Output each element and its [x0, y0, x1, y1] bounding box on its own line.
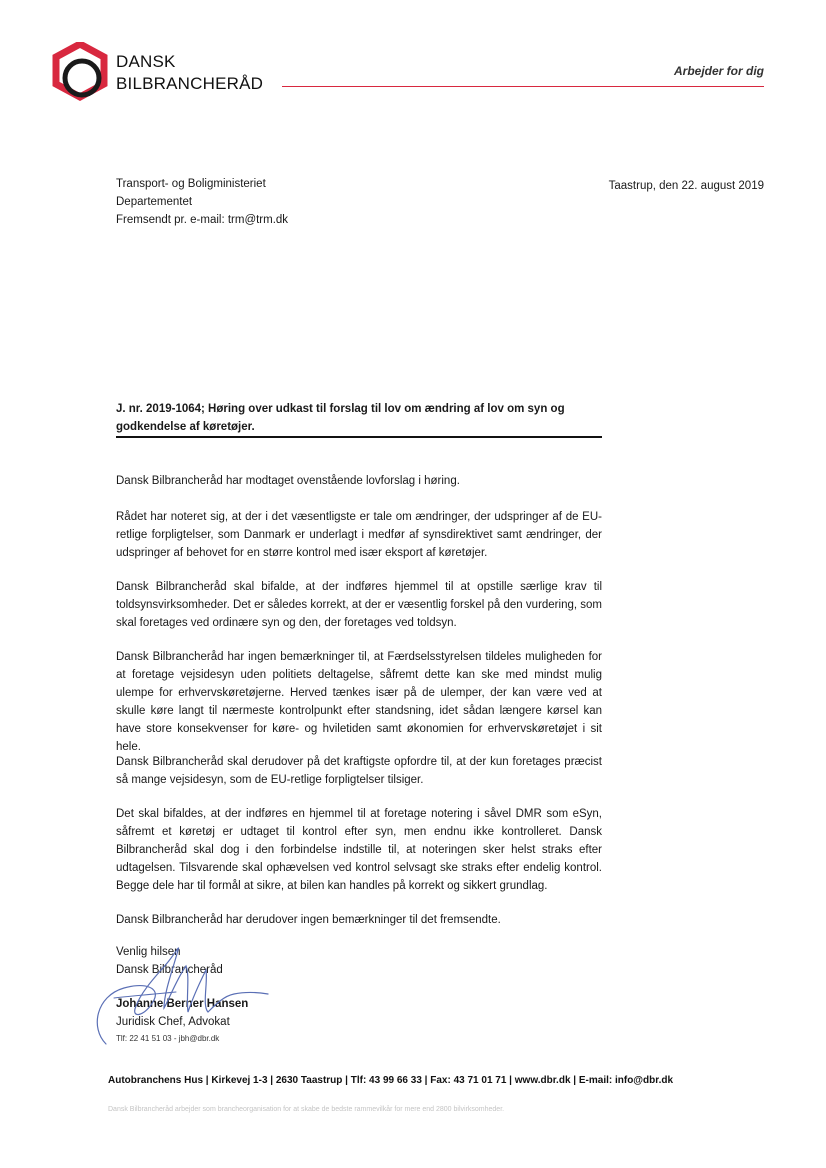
- logo-text-line1: DANSK: [116, 52, 176, 71]
- logo-icon: [52, 42, 108, 102]
- subject-divider: [116, 436, 602, 438]
- signer-title: Juridisk Chef, Advokat: [116, 1016, 230, 1028]
- closing-organization: Dansk Bilbrancheråd: [116, 964, 223, 976]
- letter-subject: J. nr. 2019-1064; Høring over udkast til forslag til lov om ændring af lov om syn og godkendelse af køretøjer.: [116, 403, 565, 433]
- body-paragraph: Dansk Bilbrancheråd skal bifalde, at der indføres hjemmel til at opstille særlige krav til toldsynsvirksomheder. Det er således korrekt, at der er væsentlig forskel på den vurdering, som skal foretages ved ordinære syn og den, der foretages ved toldsyn.: [116, 581, 602, 629]
- body-paragraph: Det skal bifaldes, at der indføres en hjemmel til at foretage notering i såvel DMR som eSyn, såfremt et køretøj er udtaget til kontrol efter syn, men endnu ikke kontrolleret. Dansk Bilbrancheråd skal dog i den forbindelse indstille til, at noteringen sker helst straks efter udtagelsen. Tilsvarende skal ophævelsen ved kontrol selvsagt ske straks efter endelig kontrol. Begge dele har til formål at sikre, at bilen kan handles på korrekt og sikkert grundlag.: [116, 808, 602, 892]
- header-tagline: Arbejder for dig: [673, 64, 764, 78]
- recipient-line: Departementet: [116, 196, 193, 208]
- recipient-line: Fremsendt pr. e-mail: trm@trm.dk: [116, 214, 289, 226]
- body-paragraph: Dansk Bilbrancheråd skal derudover på det kraftigste opfordre til, at der kun foretages præcist så mange vejsidesyn, som de EU-retlige forpligtelser tilsiger.: [116, 756, 602, 786]
- signer-name: Johanne Berner Hansen: [116, 998, 249, 1010]
- footer-tagline: Dansk Bilbrancheråd arbejder som brancheorganisation for at skabe de bedste rammevilkår for mere end 2800 bilvirksomheder.: [108, 1106, 505, 1113]
- signer-contact: Tlf: 22 41 51 03 - jbh@dbr.dk: [116, 1034, 220, 1043]
- handwritten-signature: [84, 936, 274, 1051]
- closing-greeting: Venlig hilsen: [116, 946, 181, 958]
- body-paragraph: Rådet har noteret sig, at der i det væsentligste er tale om ændringer, der udspringer af de EU-retlige forpligtelser, som Danmark er underlagt i medfør af synsdirektivet samt ændringer, der udspringer af behovet for en større kontrol med især eksport af køretøjer.: [116, 511, 602, 559]
- body-paragraph: Dansk Bilbrancheråd har modtaget ovenstående lovforslag i høring.: [116, 475, 460, 487]
- letter-date: Taastrup, den 22. august 2019: [608, 180, 764, 192]
- recipient-line: Transport- og Boligministeriet: [116, 178, 266, 190]
- footer-address: Autobranchens Hus | Kirkevej 1-3 | 2630 Taastrup | Tlf: 43 99 66 33 | Fax: 43 71 01 71 | www.dbr.dk | E-mail: info@dbr.dk: [108, 1075, 674, 1086]
- body-paragraph: Dansk Bilbrancheråd har derudover ingen bemærkninger til det fremsendte.: [116, 914, 501, 926]
- body-paragraph: Dansk Bilbrancheråd har ingen bemærkninger til, at Færdselsstyrelsen tildeles muligheden for at foretage vejsidesyn uden politiets deltagelse, såfremt dette kan ske med mindst mulig ulempe for erhvervskøretøjerne. Herved tænkes især på de ulemper, der kan være ved at skulle køre langt til nærmeste kontrolpunkt efter standsning, idet sådan længere kørsel kan have store konsekvenser for køre- og hviletiden samt økonomien for erhvervskøretøjet i sit hele.: [116, 651, 602, 753]
- logo-text-line2: BILBRANCHERÅD: [116, 74, 264, 93]
- header-divider: [282, 86, 764, 87]
